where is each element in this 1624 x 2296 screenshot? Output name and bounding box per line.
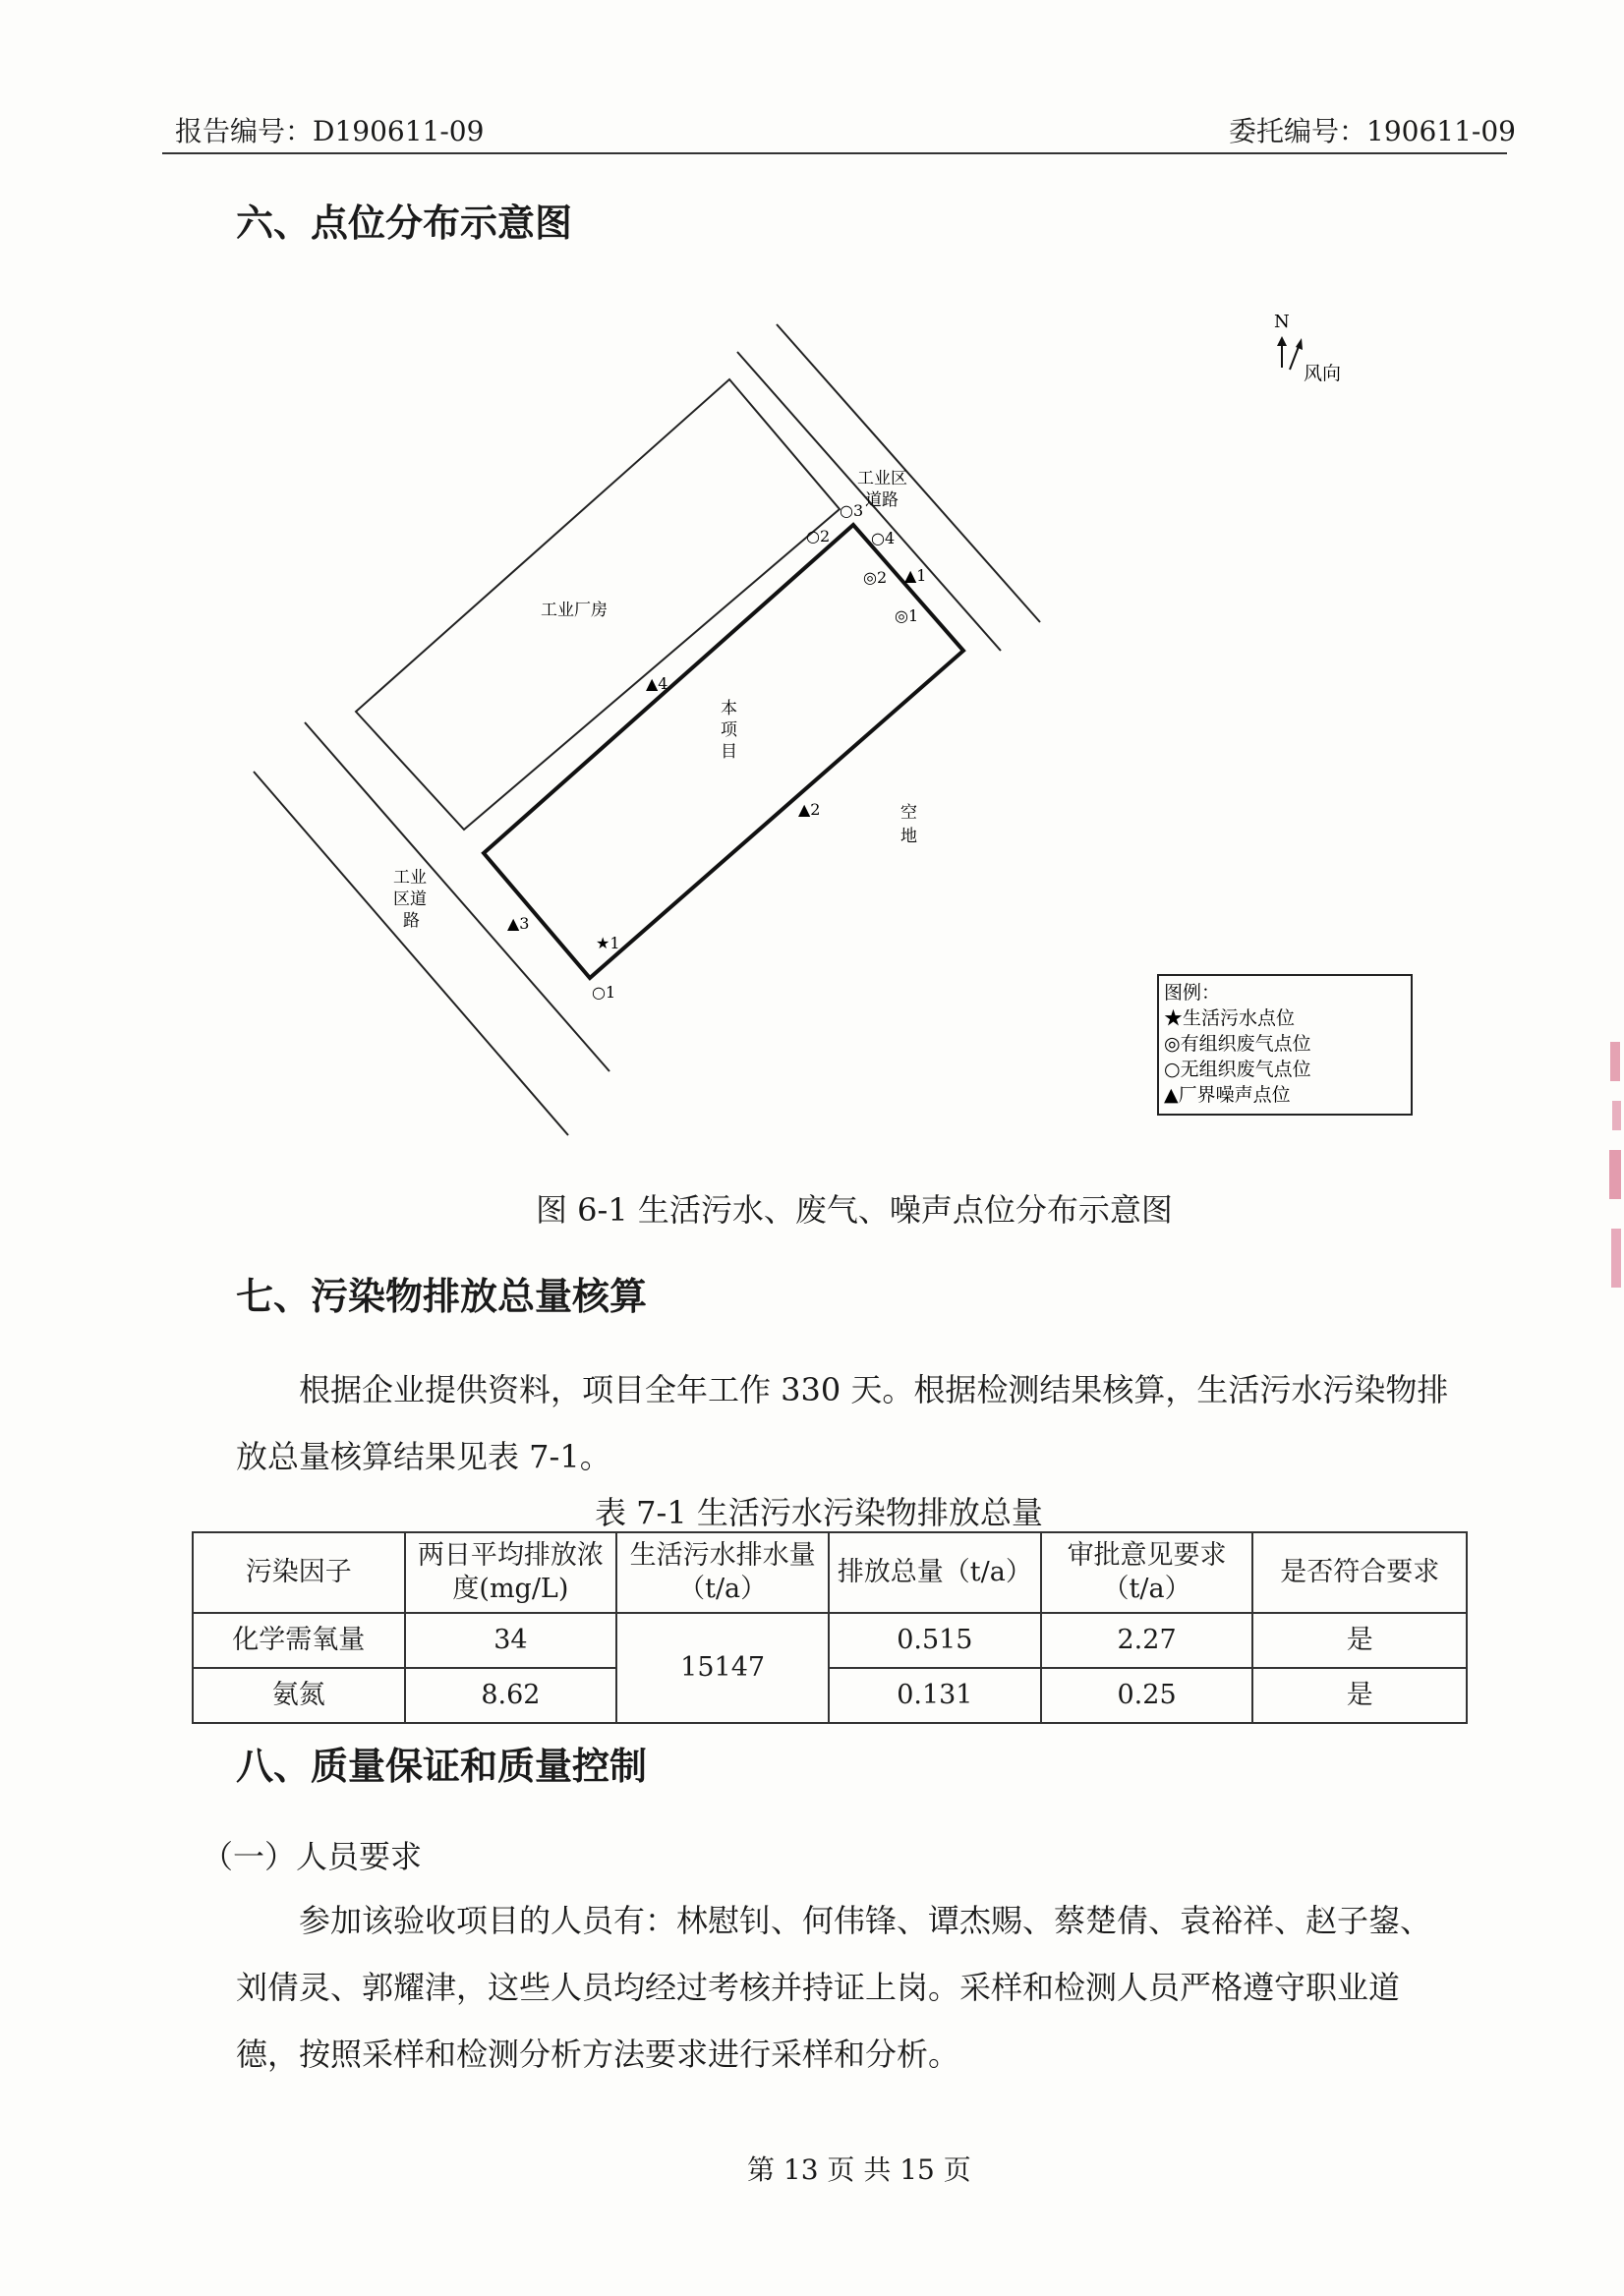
road-top-label-2: 道路 <box>865 490 899 510</box>
table-header-concentration: 两日平均排放浓度(mg/L) <box>405 1532 617 1613</box>
empty-land-label-1: 空 <box>900 803 917 823</box>
point-d1: ◎1 <box>895 606 919 625</box>
point-o4: ○4 <box>871 529 896 547</box>
table-row <box>193 1668 1467 1723</box>
road-left-label-3: 路 <box>403 911 420 931</box>
road-left-edge-1 <box>305 722 609 1071</box>
point-d2: ◎2 <box>863 568 888 587</box>
road-left-edge-2 <box>254 772 568 1135</box>
report-number: 报告编号：D190611-09 <box>175 115 485 147</box>
project-label-1: 本 <box>721 699 737 718</box>
north-arrowhead-icon <box>1277 336 1287 346</box>
figure-caption: 图 6-1 生活污水、废气、噪声点位分布示意图 <box>536 1191 1173 1229</box>
table-header-compliance: 是否符合要求 <box>1252 1532 1467 1613</box>
section-6-title: 六、点位分布示意图 <box>236 201 573 245</box>
point-t1: ▲1 <box>904 566 927 585</box>
project-label-3: 目 <box>721 742 737 762</box>
legend-item-wastewater: ★生活污水点位 <box>1164 1007 1296 1029</box>
cell-factor: 氨氮 <box>193 1668 405 1723</box>
page-number: 第 13 页 共 15 页 <box>747 2153 971 2186</box>
north-label: N <box>1274 312 1290 332</box>
empty-land-label-2: 地 <box>900 827 917 846</box>
legend-title: 图例： <box>1164 982 1221 1004</box>
seal-stamp-edge <box>1606 1032 1624 1307</box>
point-t2: ▲2 <box>798 800 821 819</box>
section-8-paragraph: 参加该验收项目的人员有：林慰钊、何伟锋、谭杰赐、蔡楚倩、袁裕祥、赵子鋆、刘倩灵、郭耀津，这些人员均经过考核并持证上岗。采样和检测人员严格遵守职业道德，按照采样和检测分析方法要求进行采样和分析。 <box>236 1902 1432 2073</box>
entrust-number: 委托编号：190611-09 <box>1229 115 1516 147</box>
wind-arrowhead-icon <box>1296 338 1303 350</box>
cell-compliance: 是 <box>1252 1668 1467 1723</box>
cell-compliance: 是 <box>1252 1613 1467 1668</box>
table-header-water-volume: 生活污水排水量（t/a） <box>616 1532 829 1613</box>
cell-water-volume: 15147 <box>616 1613 829 1723</box>
cell-total: 0.131 <box>829 1668 1041 1723</box>
point-o1: ○1 <box>592 983 616 1002</box>
point-t3: ▲3 <box>507 914 530 933</box>
factory-label: 工业厂房 <box>541 601 608 620</box>
road-top-label-1: 工业区 <box>857 469 907 488</box>
point-o2: ○2 <box>806 527 831 545</box>
point-t4: ▲4 <box>646 674 668 693</box>
point-s1: ★1 <box>596 934 620 952</box>
wind-label: 风向 <box>1304 363 1342 384</box>
point-o3: ○3 <box>840 501 864 520</box>
table-header-factor: 污染因子 <box>193 1532 405 1613</box>
cell-limit: 2.27 <box>1041 1613 1253 1668</box>
road-left-label-2: 区道 <box>393 890 427 909</box>
table-title: 表 7-1 生活污水污染物排放总量 <box>595 1494 1043 1531</box>
legend-item-noise: ▲厂界噪声点位 <box>1164 1084 1291 1106</box>
section-8-title: 八、质量保证和质量控制 <box>236 1745 648 1788</box>
emission-table <box>192 1531 1468 1724</box>
legend-item-unorganized-gas: ○无组织废气点位 <box>1164 1059 1311 1080</box>
section-7-paragraph: 根据企业提供资料，项目全年工作 330 天。根据检测结果核算，生活污水污染物排放总量核算结果见表 7-1。 <box>236 1371 1449 1475</box>
cell-total: 0.515 <box>829 1613 1041 1668</box>
cell-limit: 0.25 <box>1041 1668 1253 1723</box>
road-left-label-1: 工业 <box>393 868 427 888</box>
table-header-limit: 审批意见要求（t/a） <box>1041 1532 1253 1613</box>
cell-factor: 化学需氧量 <box>193 1613 405 1668</box>
cell-concentration: 8.62 <box>405 1668 617 1723</box>
subsection-personnel: （一）人员要求 <box>202 1838 423 1875</box>
cell-concentration: 34 <box>405 1613 617 1668</box>
table-header-total: 排放总量（t/a） <box>829 1532 1041 1613</box>
section-7-title: 七、污染物排放总量核算 <box>236 1275 648 1318</box>
table-row <box>193 1613 1467 1668</box>
project-label-2: 项 <box>721 720 737 740</box>
legend-item-organized-gas: ◎有组织废气点位 <box>1164 1033 1311 1055</box>
